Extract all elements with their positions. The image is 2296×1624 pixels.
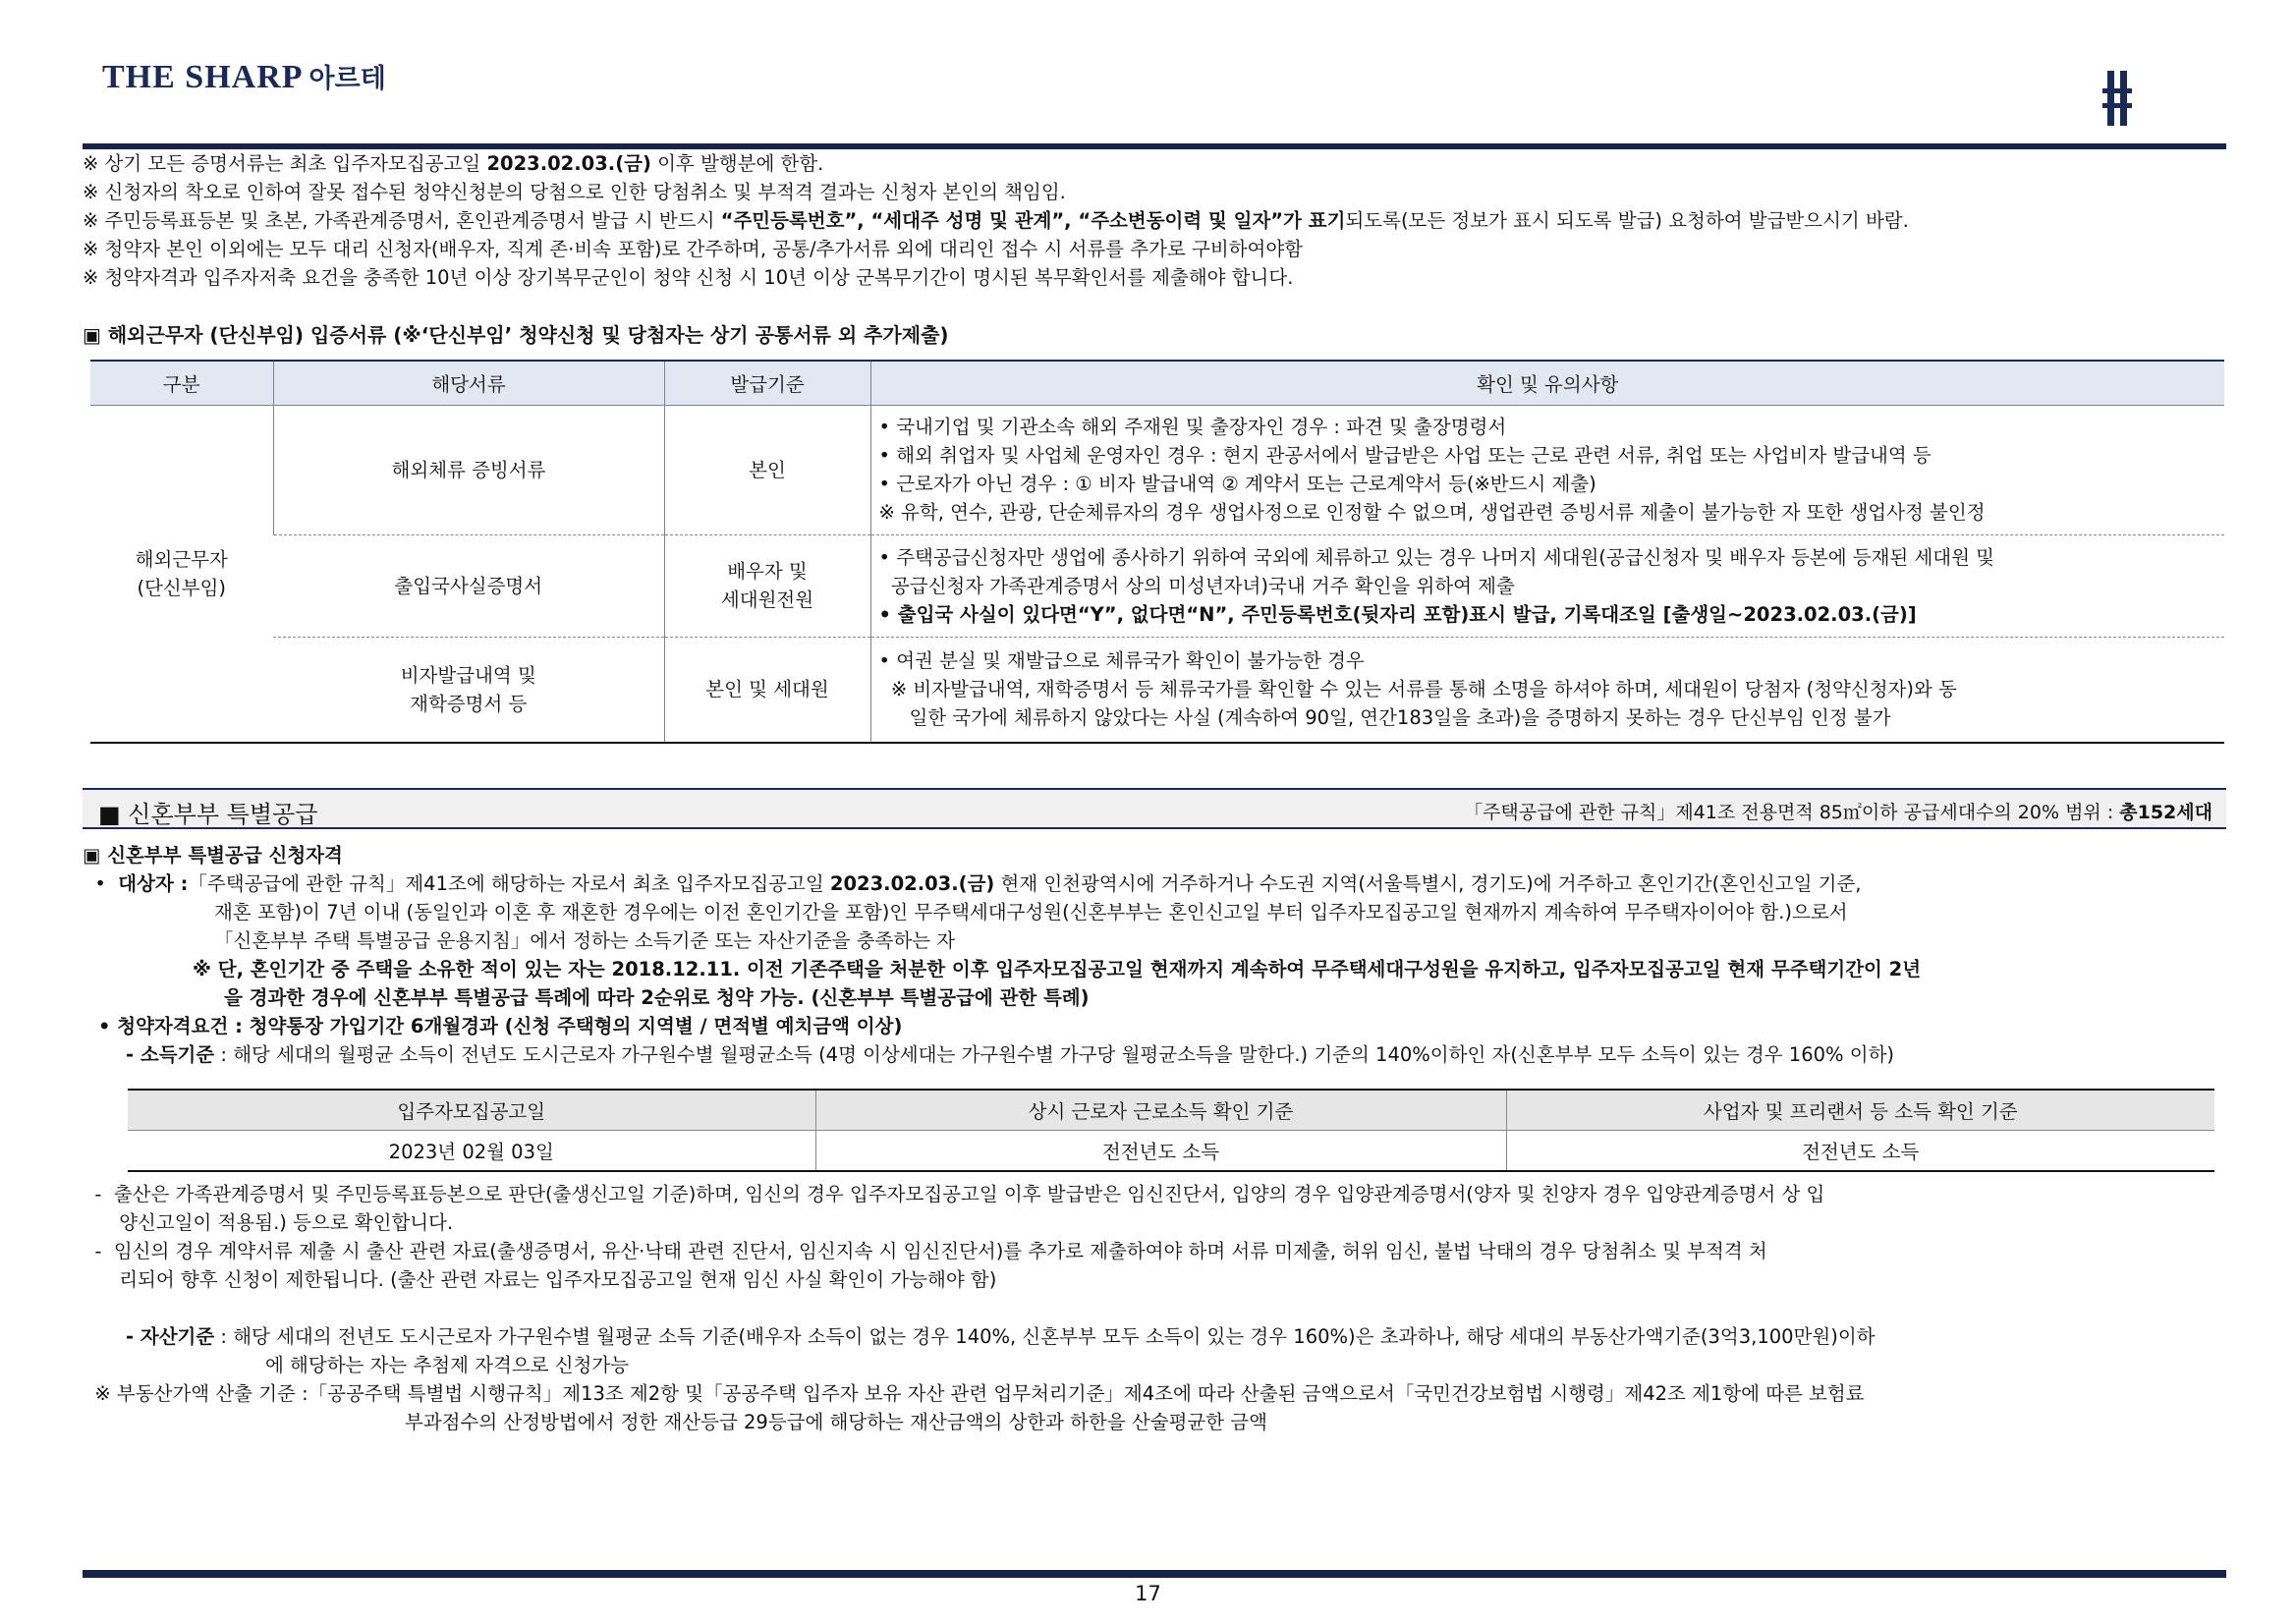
- target-line: 「신혼부부 주택 특별공급 운용지침」에서 정하는 소득기준 또는 자산기준을 충족하는 자: [214, 929, 956, 952]
- newlywed-section-bar: [83, 788, 2226, 829]
- table-cell: 전전년도 소득: [1506, 1130, 2214, 1171]
- table-header: 확인 및 유의사항: [870, 361, 2224, 405]
- table-header: 해당서류: [273, 361, 664, 405]
- table-cell: 2023년 02월 03일: [128, 1130, 815, 1171]
- newlywed-section-rule: 「주택공급에 관한 규칙」제41조 전용면적 85㎡이하 공급세대수의 20% 범위 : 총152세대: [1464, 802, 2212, 823]
- basis-cell: 본인: [664, 405, 870, 534]
- note-line: - 출산은 가족관계증명서 및 주민등록표등본으로 판단(출생신고일 기준)하며, 임신의 경우 입주자모집공고일 이후 발급받은 임신진단서, 입양의 경우 입양관계증명서(양자 및 친양자 경우 입양관계증명서 상 입: [83, 1183, 1825, 1205]
- note-line: ※ 청약자격과 입주자저축 요건을 충족한 10년 이상 장기복무군인이 청약 신청 시 10년 이상 군복무기간이 명시된 복무확인서를 제출해야 합니다.: [83, 266, 1294, 289]
- notes-cell: • 여권 분실 및 재발급으로 체류국가 확인이 불가능한 경우 ※ 비자발급내역, 재학증명서 등 체류국가를 확인할 수 있는 서류를 통해 소명을 하셔야 하며, 세대원이 당첨자 (청약신청자)와 동 일한 국가에 체류하지 않았다는 사실 (계속하여 90일, 연간183일을 초과)을 증명하지 못하는 경우 단신부임 인정 불가: [870, 637, 2224, 743]
- group-cell: 해외근무자 (단신부임): [90, 405, 273, 743]
- table-header: 발급기준: [664, 361, 870, 405]
- note-line: ※ 상기 모든 증명서류는 최초 입주자모집공고일 2023.02.03.(금) 이후 발행분에 한함.: [83, 152, 824, 175]
- table-cell: 전전년도 소득: [815, 1130, 1506, 1171]
- doc-cell: 비자발급내역 및 재학증명서 등: [273, 637, 664, 743]
- footer-rule: [83, 1570, 2226, 1578]
- target-line: • 대상자 :「주택공급에 관한 규칙」제41조에 해당하는 자로서 최초 입주자모집공고일 2023.02.03.(금) 현재 인천광역시에 거주하거나 수도권 지역(서울특별시, 경기도)에 거주하고 혼인기간(혼인신고일 기준,: [83, 872, 1862, 895]
- asset-line: 에 해당하는 자는 추첨제 자격으로 신청가능: [265, 1354, 630, 1376]
- basis-cell: 본인 및 세대원: [664, 637, 870, 743]
- sharp-logo-icon: [2102, 71, 2132, 126]
- note-line: 양신고일이 적용됨.) 등으로 확인합니다.: [83, 1211, 454, 1234]
- qual-title: ▣ 신혼부부 특별공급 신청자격: [83, 844, 343, 867]
- newlywed-qualification: [83, 841, 2234, 1069]
- target-line: 재혼 포함)이 7년 이내 (동일인과 이혼 후 재혼한 경우에는 이전 혼인기간을 포함)인 무주택세대구성원(신혼부부는 혼인신고일 부터 입주자모집공고일 현재까지 계속하여 무주택자이어야 함.)으로서: [214, 901, 1848, 924]
- income-criteria-table: [128, 1089, 2214, 1172]
- basis-cell: 배우자 및 세대원전원: [664, 534, 870, 637]
- notes-cell: • 주택공급신청자만 생업에 종사하기 위하여 국외에 체류하고 있는 경우 나머지 세대원(공급신청자 및 배우자 등본에 등재된 세대원 및 공급신청자 가족관계증명서 상의 미성년자녀)국내 거주 확인을 위하여 제출 • 출입국 사실이 있다면“Y”, 없다면“N”, 주민등록번호(뒷자리 포함)표시 발급, 기록대조일 [출생일~2023.02.03.(금)]: [870, 534, 2224, 637]
- doc-cell: 출입국사실증명서: [273, 534, 664, 637]
- note-line: 리되어 향후 신청이 제한됩니다. (출산 관련 자료는 입주자모집공고일 현재 임신 사실 확인이 가능해야 함): [83, 1268, 997, 1291]
- doc-cell: 해외체류 증빙서류: [273, 405, 664, 534]
- notes-cell: • 국내기업 및 기관소속 해외 주재원 및 출장자인 경우 : 파견 및 출장명령서 • 해외 취업자 및 사업체 운영자인 경우 : 현지 관공서에서 발급받은 사업 또는 근로 관련 서류, 취업 또는 사업비자 발급내역 등 • 근로자가 아닌 경우 : ① 비자 발급내역 ② 계약서 또는 근로계약서 등(※반드시 제출) ※ 유학, 연수, 관광, 단순체류자의 경우 생업사정으로 인정할 수 없으며, 생업관련 증빙서류 제출이 불가능한 자 또한 생업사정 불인정: [870, 405, 2224, 534]
- newlywed-notes: [83, 1180, 2234, 1436]
- notes-list: [83, 149, 2234, 292]
- asset-line: - 자산기준 : 해당 세대의 전년도 도시근로자 가구원수별 월평균 소득 기준(배우자 소득이 없는 경우 140%, 신혼부부 모두 소득이 있는 경우 160%)은 초과하나, 해당 세대의 부동산가액기준(3억3,100만원)이하: [126, 1325, 1876, 1348]
- table-header: 구분: [90, 361, 273, 405]
- property-line: ※ 부동산가액 산출 기준 :「공공주택 특별법 시행규칙」제13조 제2항 및「공공주택 입주자 보유 자산 관련 업무처리기준」제4조에 따라 산출된 금액으로서「국민건강보험법 시행령」제42조 제1항에 따른 보험료: [83, 1382, 1865, 1405]
- note-line: ※ 청약자 본인 이외에는 모두 대리 신청자(배우자, 직계 존·비속 포함)로 간주하며, 공통/추가서류 외에 대리인 접수 시 서류를 추가로 구비하여야함: [83, 238, 1304, 260]
- special-line: 을 경과한 경우에 신혼부부 특별공급 특례에 따라 2순위로 청약 가능. (신혼부부 특별공급에 관한 특례): [224, 986, 1090, 1009]
- brand-name-ko: 아르테: [308, 64, 386, 94]
- property-line: 부과점수의 산정방법에서 정한 재산등급 29등급에 해당하는 재산금액의 상한과 하한을 산술평균한 금액: [405, 1411, 1267, 1433]
- note-line: ※ 주민등록표등본 및 초본, 가족관계증명서, 혼인관계증명서 발급 시 반드시 “주민등록번호”, “세대주 성명 및 관계”, “주소변동이력 및 일자”가 표기되도록(모든 정보가 표시 되도록 발급) 요청하여 발급받으시기 바람.: [83, 209, 1909, 232]
- special-line: ※ 단, 혼인기간 중 주택을 소유한 적이 있는 자는 2018.12.11. 이전 기존주택을 처분한 이후 입주자모집공고일 현재까지 계속하여 무주택세대구성원을 유지하고, 입주자모집공고일 현재 무주택기간이 2년: [193, 958, 1922, 980]
- note-line: - 임신의 경우 계약서류 제출 시 출산 관련 자료(출생증명서, 유산·낙태 관련 진단서, 임신지속 시 임신진단서)를 추가로 제출하여야 하며 서류 미제출, 허위 임신, 불법 낙태의 경우 당첨취소 및 부적격 처: [83, 1240, 1767, 1262]
- spacer: [83, 1294, 2234, 1322]
- overseas-section-title: ▣ 해외근무자 (단신부임) 입증서류 (※‘단신부임’ 청약신청 및 당첨자는 상기 공통서류 외 추가제출): [83, 323, 949, 347]
- table-header: 입주자모집공고일: [128, 1090, 815, 1130]
- brand-logo: [102, 57, 386, 96]
- page-number: 17: [1135, 1582, 1161, 1605]
- table-header: 상시 근로자 근로소득 확인 기준: [815, 1090, 1506, 1130]
- brand-name-en: THE SHARP: [102, 59, 304, 95]
- newlywed-section-title: ■ 신혼부부 특별공급: [98, 801, 318, 828]
- overseas-docs-table: [90, 360, 2224, 744]
- note-line: ※ 신청자의 착오로 인하여 잘못 접수된 청약신청분의 당첨으로 인한 당첨취소 및 부적격 결과는 신청자 본인의 책임임.: [83, 181, 1066, 203]
- requirement-line: • 청약자격요건 : 청약통장 가입기간 6개월경과 (신청 주택형의 지역별 / 면적별 예치금액 이상): [98, 1015, 903, 1037]
- table-header: 사업자 및 프리랜서 등 소득 확인 기준: [1506, 1090, 2214, 1130]
- income-line: - 소득기준 : 해당 세대의 월평균 소득이 전년도 도시근로자 가구원수별 월평균소득 (4명 이상세대는 가구원수별 가구당 월평균소득을 말한다.) 기준의 140%이하인 자(신혼부부 모두 소득이 있는 경우 160% 이하): [126, 1043, 1895, 1066]
